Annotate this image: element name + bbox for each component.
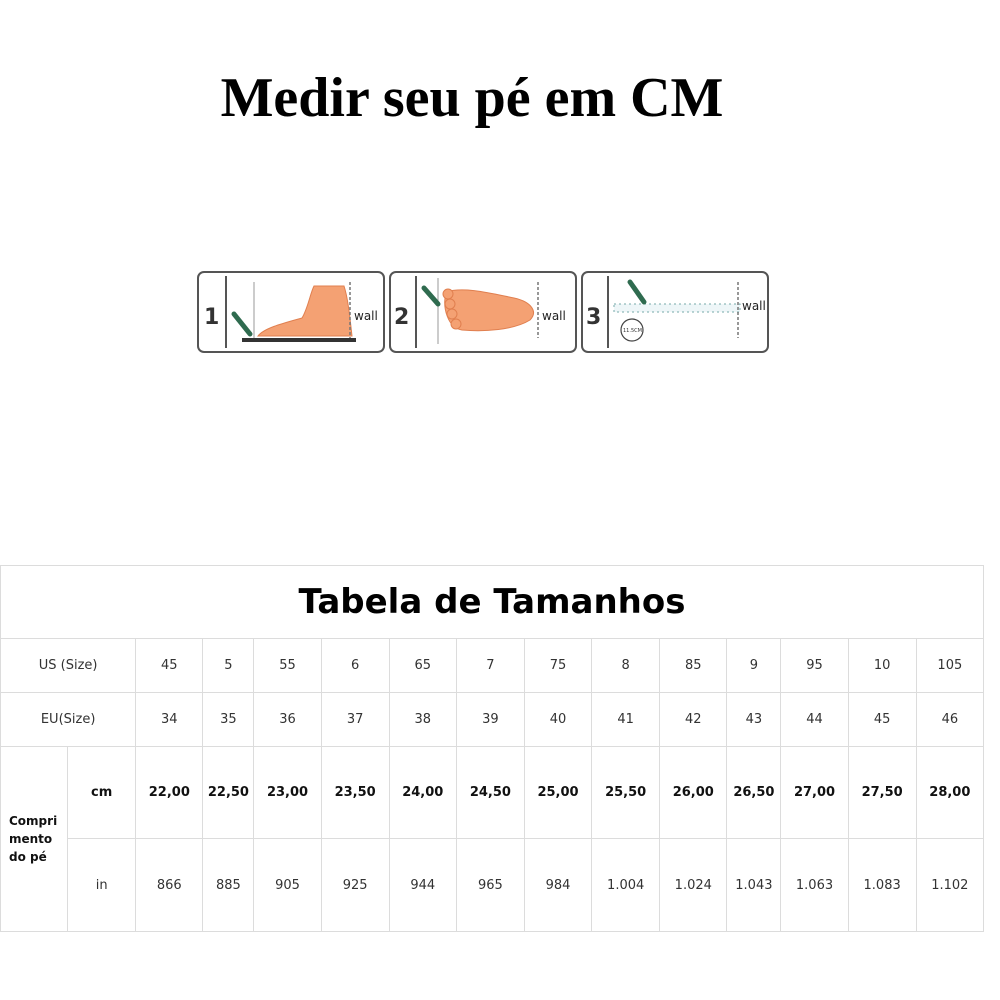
us-size-label: US (Size) [1,639,136,693]
table-cell: 24,00 [389,746,456,839]
table-cell: 38 [389,692,456,746]
table-cell: 23,50 [321,746,389,839]
table-cell: 7 [456,639,524,693]
table-cell: 885 [203,839,254,932]
table-cell: 36 [254,692,321,746]
table-cell: 23,00 [254,746,321,839]
table-cell: 40 [524,692,591,746]
table-cell: 965 [456,839,524,932]
table-cell: 1.004 [592,839,660,932]
measurement-badge: 11.5CM [623,328,642,334]
eu-size-label: EU(Size) [1,692,136,746]
table-cell: 26,50 [727,746,781,839]
in-row [1,839,984,932]
table-cell: 1.043 [727,839,781,932]
table-cell: 984 [524,839,591,932]
table-cell: 37 [321,692,389,746]
measuring-steps-illustration [194,268,774,358]
table-cell: 944 [389,839,456,932]
table-cell: 28,00 [916,746,983,839]
table-cell: 25,50 [592,746,660,839]
cm-unit-label: cm [68,746,136,839]
us-size-row [1,639,984,693]
table-cell: 8 [592,639,660,693]
table-cell: 45 [848,692,916,746]
ruler-icon [614,304,740,312]
table-cell: 27,50 [848,746,916,839]
size-chart-table [0,565,984,932]
table-cell: 22,50 [203,746,254,839]
table-cell: 45 [136,639,203,693]
table-cell: 85 [660,639,727,693]
table-cell: 1.024 [660,839,727,932]
page-title: Medir seu pé em CM [220,67,724,129]
step-2-wall-label: wall [542,309,566,323]
table-cell: 1.102 [916,839,983,932]
cm-row [1,746,984,839]
table-cell: 1.083 [848,839,916,932]
table-cell: 10 [848,639,916,693]
step-3-wall-label: wall [742,299,766,313]
table-cell: 24,50 [456,746,524,839]
foot-length-label [1,746,68,931]
foot-length-label-line: Compri [9,813,58,828]
table-cell: 5 [203,639,254,693]
table-cell: 43 [727,692,781,746]
table-cell: 9 [727,639,781,693]
table-title-row [1,566,984,639]
table-cell: 22,00 [136,746,203,839]
step-3-panel [582,272,768,352]
step-2-number: 2 [394,305,410,330]
table-cell: 95 [781,639,848,693]
step-1-panel [198,272,384,352]
table-cell: 46 [916,692,983,746]
table-cell: 65 [389,639,456,693]
table-cell: 39 [456,692,524,746]
step-3-number: 3 [586,305,602,330]
step-1-number: 1 [204,305,220,330]
table-cell: 35 [203,692,254,746]
table-cell: 27,00 [781,746,848,839]
table-cell: 866 [136,839,203,932]
table-cell: 1.063 [781,839,848,932]
table-cell: 6 [321,639,389,693]
table-cell: 44 [781,692,848,746]
foot-length-label-line: do pé [9,849,47,864]
in-unit-label: in [68,839,136,932]
table-cell: 75 [524,639,591,693]
table-title: Tabela de Tamanhos [1,566,984,639]
table-cell: 34 [136,692,203,746]
table-cell: 105 [916,639,983,693]
table-cell: 55 [254,639,321,693]
step-1-wall-label: wall [354,309,378,323]
table-cell: 41 [592,692,660,746]
table-cell: 42 [660,692,727,746]
table-cell: 25,00 [524,746,591,839]
table-cell: 905 [254,839,321,932]
step-2-panel [390,272,576,352]
eu-size-row [1,692,984,746]
table-cell: 925 [321,839,389,932]
table-cell: 26,00 [660,746,727,839]
foot-length-label-line: mento [9,831,53,846]
